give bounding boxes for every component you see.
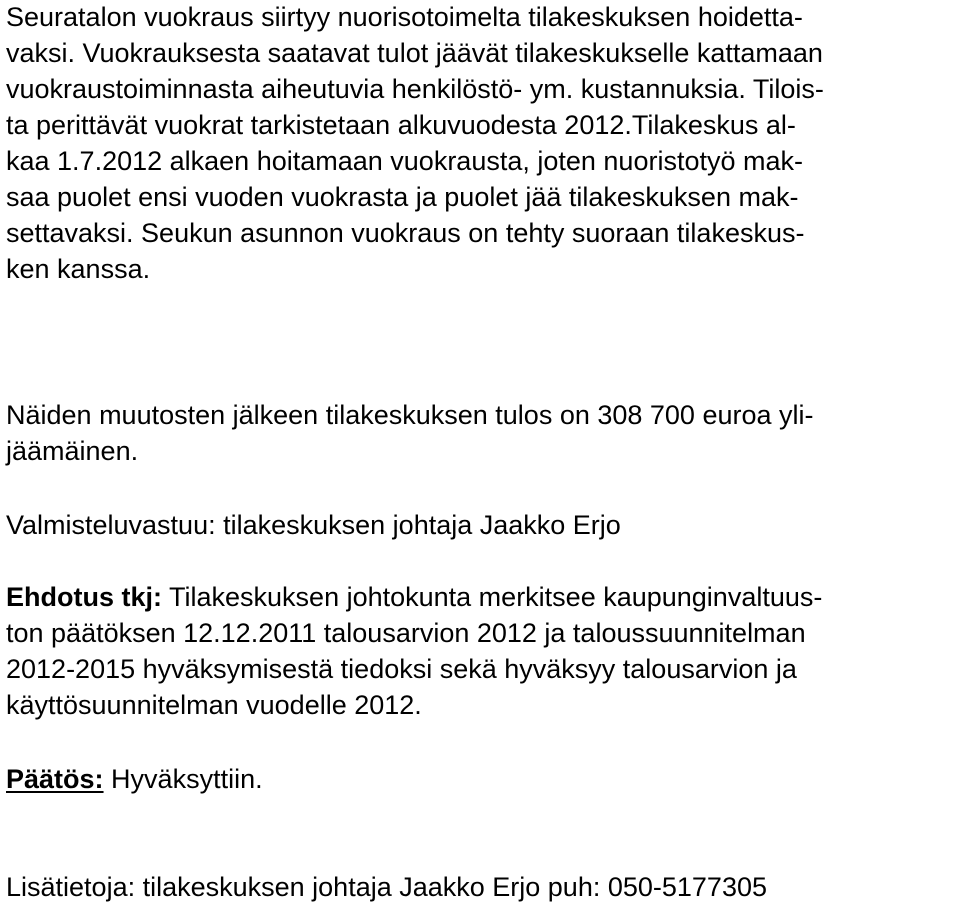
text-line: saa puolet ensi vuoden vuokrasta ja puolet jää tilakeskuksen mak-: [6, 182, 799, 212]
text-line: vaksi. Vuokrauksesta saatavat tulot jäävät tilakeskukselle kattamaan: [6, 38, 823, 68]
text-line: vuokraustoiminnasta aiheutuvia henkilöstö- ym. kustannuksia. Tilois-: [6, 74, 824, 104]
text-line: jäämäinen.: [6, 436, 139, 466]
text-line: käyttösuunnitelman vuodelle 2012.: [6, 690, 422, 720]
text-line: settavaksi. Seukun asunnon vuokraus on tehty suoraan tilakeskus-: [6, 218, 805, 248]
proposal-label: Ehdotus tkj:: [6, 582, 162, 612]
proposal-text: Tilakeskuksen johtokunta merkitsee kaupunginvaltuus-: [162, 582, 823, 612]
text-line: Näiden muutosten jälkeen tilakeskuksen tulos on 308 700 euroa yli-: [6, 400, 814, 430]
text-line: ta perittävät vuokrat tarkistetaan alkuvuodesta 2012.Tilakeskus al-: [6, 110, 796, 140]
text-line: 2012-2015 hyväksymisestä tiedoksi sekä hyväksyy talousarvion ja: [6, 654, 797, 684]
preparation-line: Valmisteluvastuu: tilakeskuksen johtaja Jaakko Erjo: [6, 510, 621, 540]
contact-line: Lisätietoja: tilakeskuksen johtaja Jaakko Erjo puh: 050-5177305: [6, 872, 767, 902]
text-line: ken kanssa.: [6, 254, 151, 284]
decision-text: Hyväksyttiin.: [103, 764, 263, 794]
decision-label: Päätös:: [6, 764, 104, 794]
text-line: Seuratalon vuokraus siirtyy nuorisotoimelta tilakeskuksen hoidetta-: [6, 2, 803, 32]
text-line: [6, 580, 822, 614]
decision-line: [6, 762, 263, 796]
text-line: ton päätöksen 12.12.2011 talousarvion 2012 ja taloussuunnitelman: [6, 618, 806, 648]
text-line: kaa 1.7.2012 alkaen hoitamaan vuokrausta, joten nuoristotyö mak-: [6, 146, 803, 176]
